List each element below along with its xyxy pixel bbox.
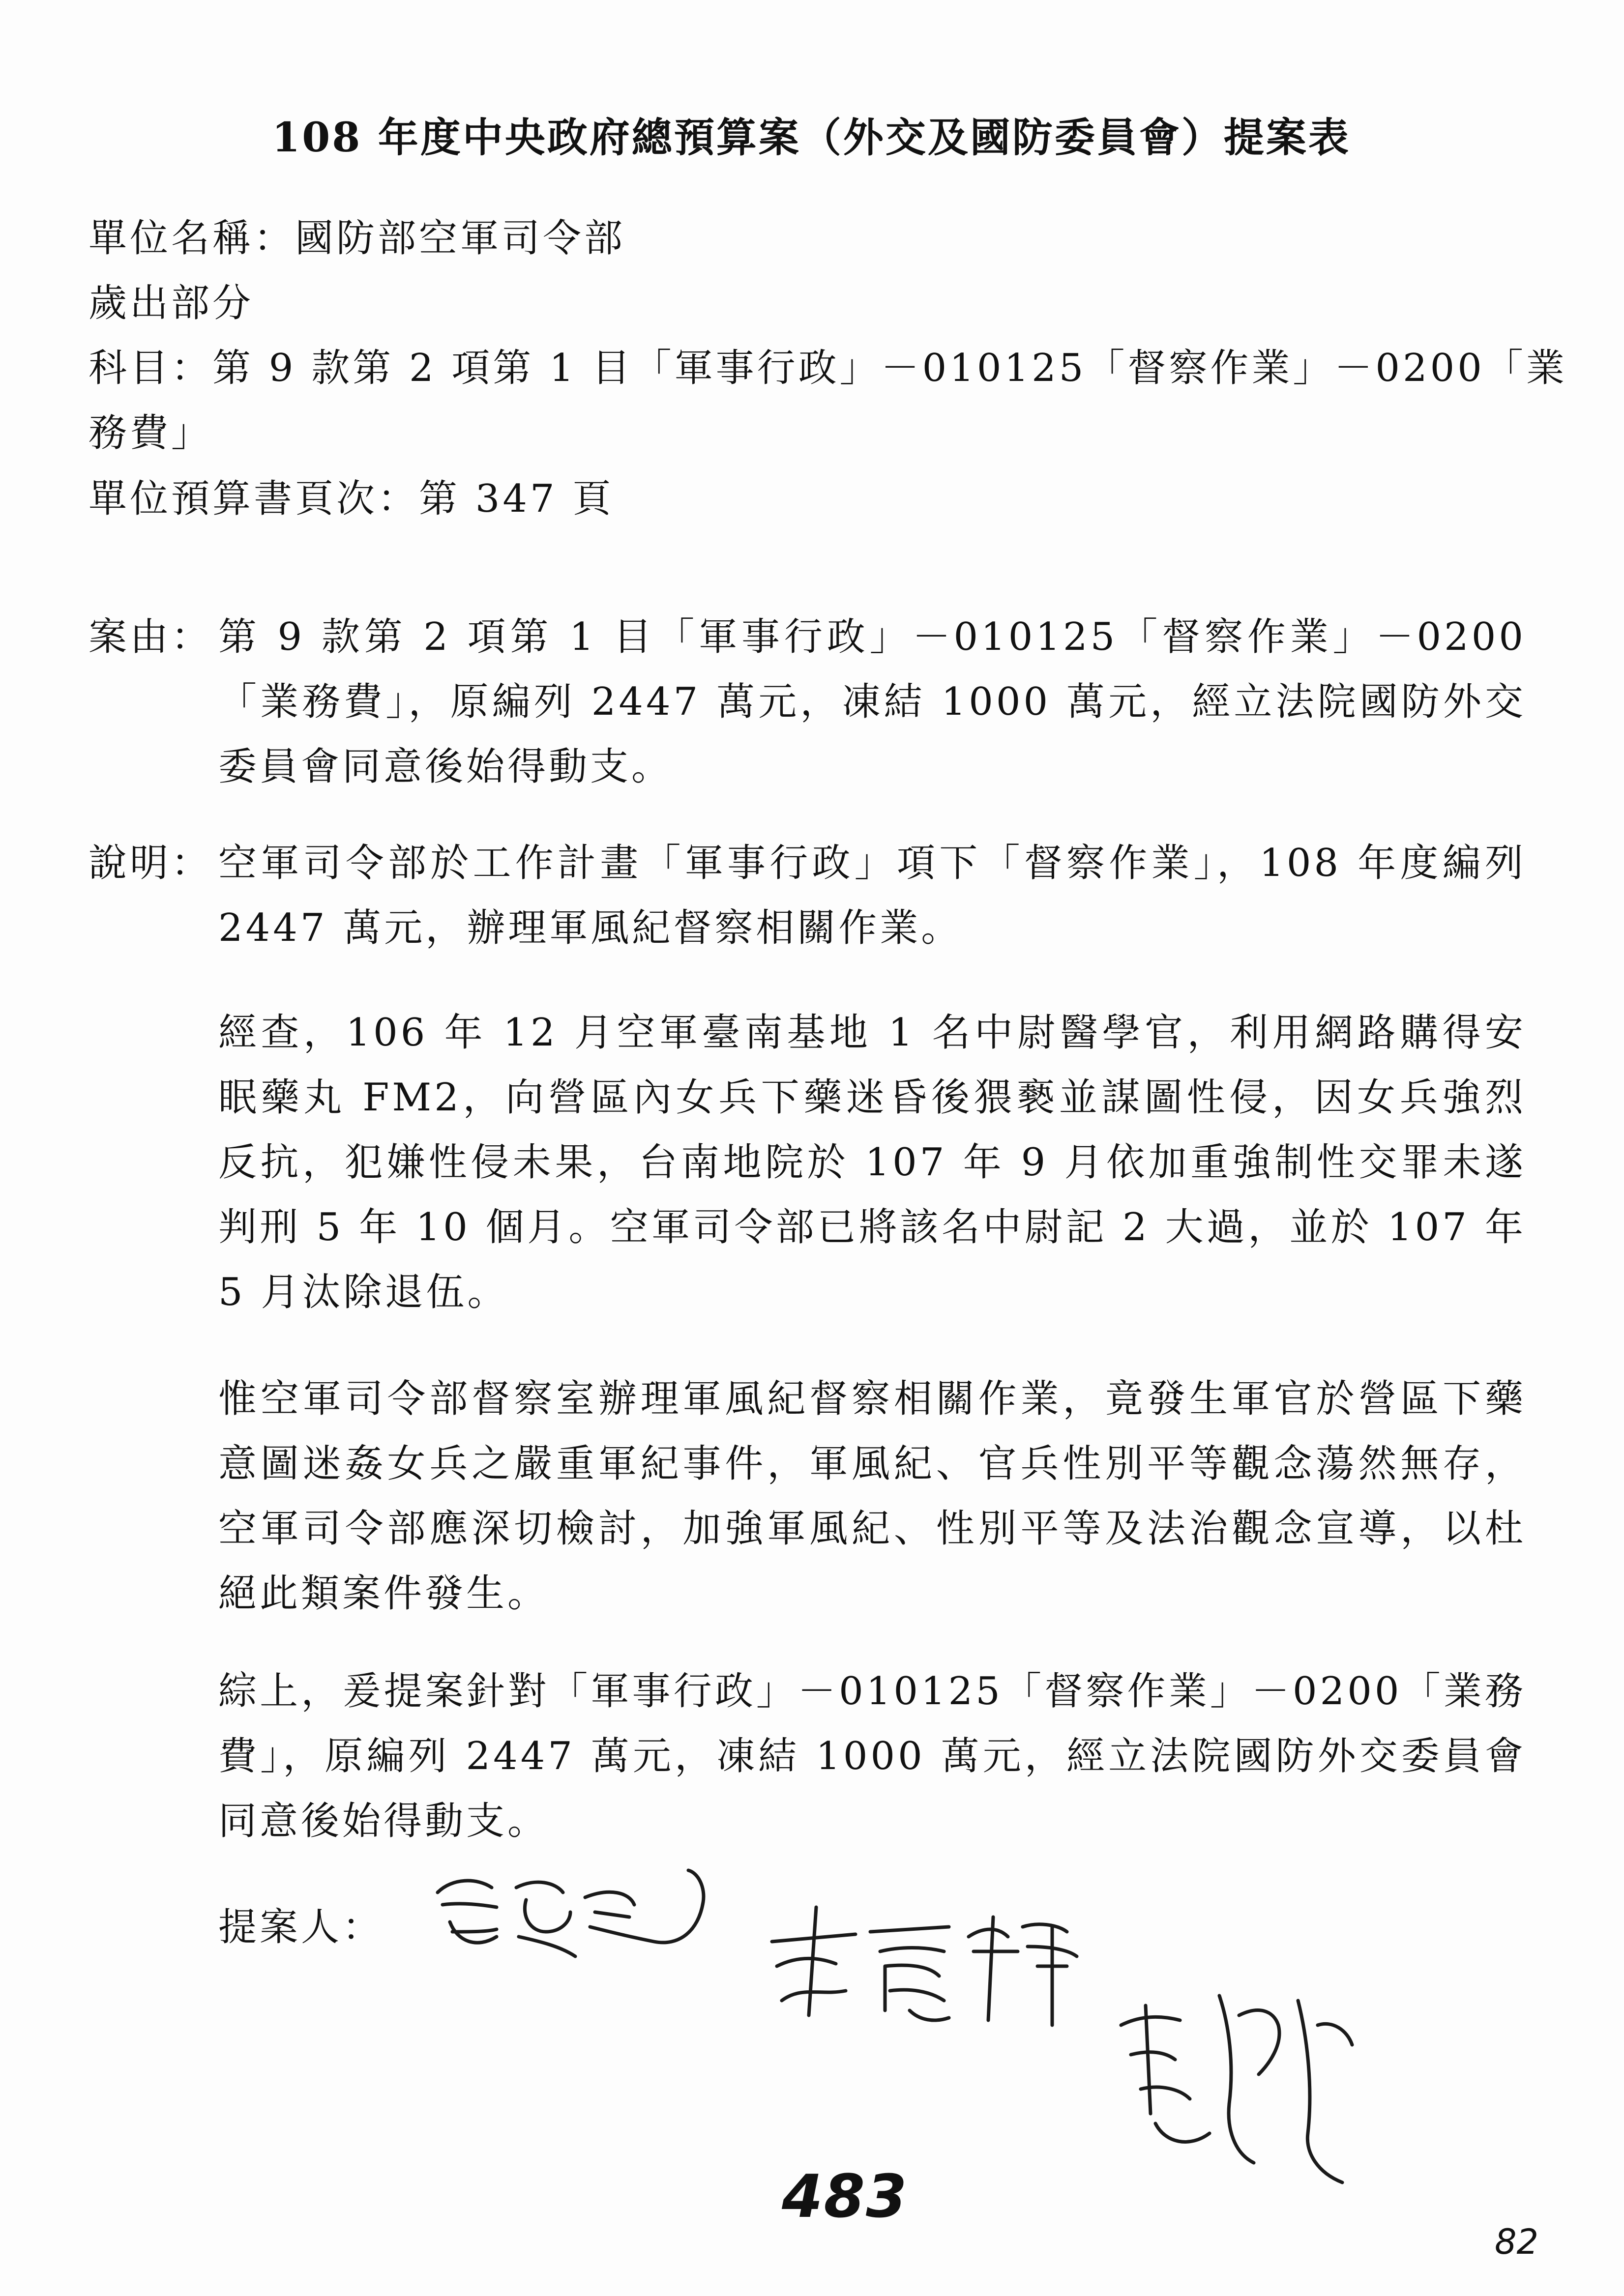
explanation-paragraph-4: 綜上，爰提案針對「軍事行政」－010125「督察作業」－0200「業務費」，原編列 2447 萬元，凍結 1000 萬元，經立法院國防外交委員會同意後始得動支。	[218, 1669, 1526, 1843]
unit-name: 單位名稱：國防部空軍司令部	[89, 216, 626, 261]
corner-page-number: 82	[1495, 2222, 1539, 2262]
reason-label: 案由：	[89, 615, 213, 659]
subject-line-2: 務費」	[89, 411, 213, 455]
signature-1	[423, 1858, 718, 1986]
proposer-label: 提案人：	[218, 1905, 384, 1949]
document-title: 108 年度中央政府總預算案（外交及國防委員會）提案表	[272, 114, 1351, 161]
explanation-paragraph-1: 空軍司令部於工作計畫「軍事行政」項下「督察作業」，108 年度編列 2447 萬元，辦理軍風紀督察相關作業。	[218, 841, 1526, 950]
reason-text: 第 9 款第 2 項第 1 目「軍事行政」－010125「督察作業」－0200「業務費」，原編列 2447 萬元，凍結 1000 萬元，經立法院國防外交委員會同意後始得動支。	[218, 615, 1526, 789]
handwritten-page-number: 483	[782, 2163, 908, 2231]
signature-3	[1111, 1966, 1367, 2202]
explanation-paragraph-3: 惟空軍司令部督察室辦理軍風紀督察相關作業，竟發生軍官於營區下藥意圖迷姦女兵之嚴重軍紀事件，軍風紀、官兵性別平等觀念蕩然無存，空軍司令部應深切檢討，加強軍風紀、性別平等及法治觀念宣導，以杜絕此類案件發生。	[218, 1377, 1526, 1616]
explanation-paragraph-2: 經查，106 年 12 月空軍臺南基地 1 名中尉醫學官，利用網路購得安眠藥丸 FM2，向營區內女兵下藥迷昏後猥褻並謀圖性侵，因女兵強烈反抗，犯嫌性侵未果，台南地院於 107 年 9 月依加重強制性交罪未遂判刑 5 年 10 個月。空軍司令部已將該名中尉記 2 大過，並於 107 年 5 月汰除退伍。	[218, 1011, 1526, 1314]
signature-2	[762, 1897, 1096, 2035]
budget-page-ref: 單位預算書頁次：第 347 頁	[89, 477, 614, 521]
subject-line-1: 科目：第 9 款第 2 項第 1 目「軍事行政」－010125「督察作業」－0200「業	[89, 346, 1567, 390]
section-label: 歲出部分	[89, 281, 254, 325]
explanation-label: 說明：	[89, 841, 213, 885]
